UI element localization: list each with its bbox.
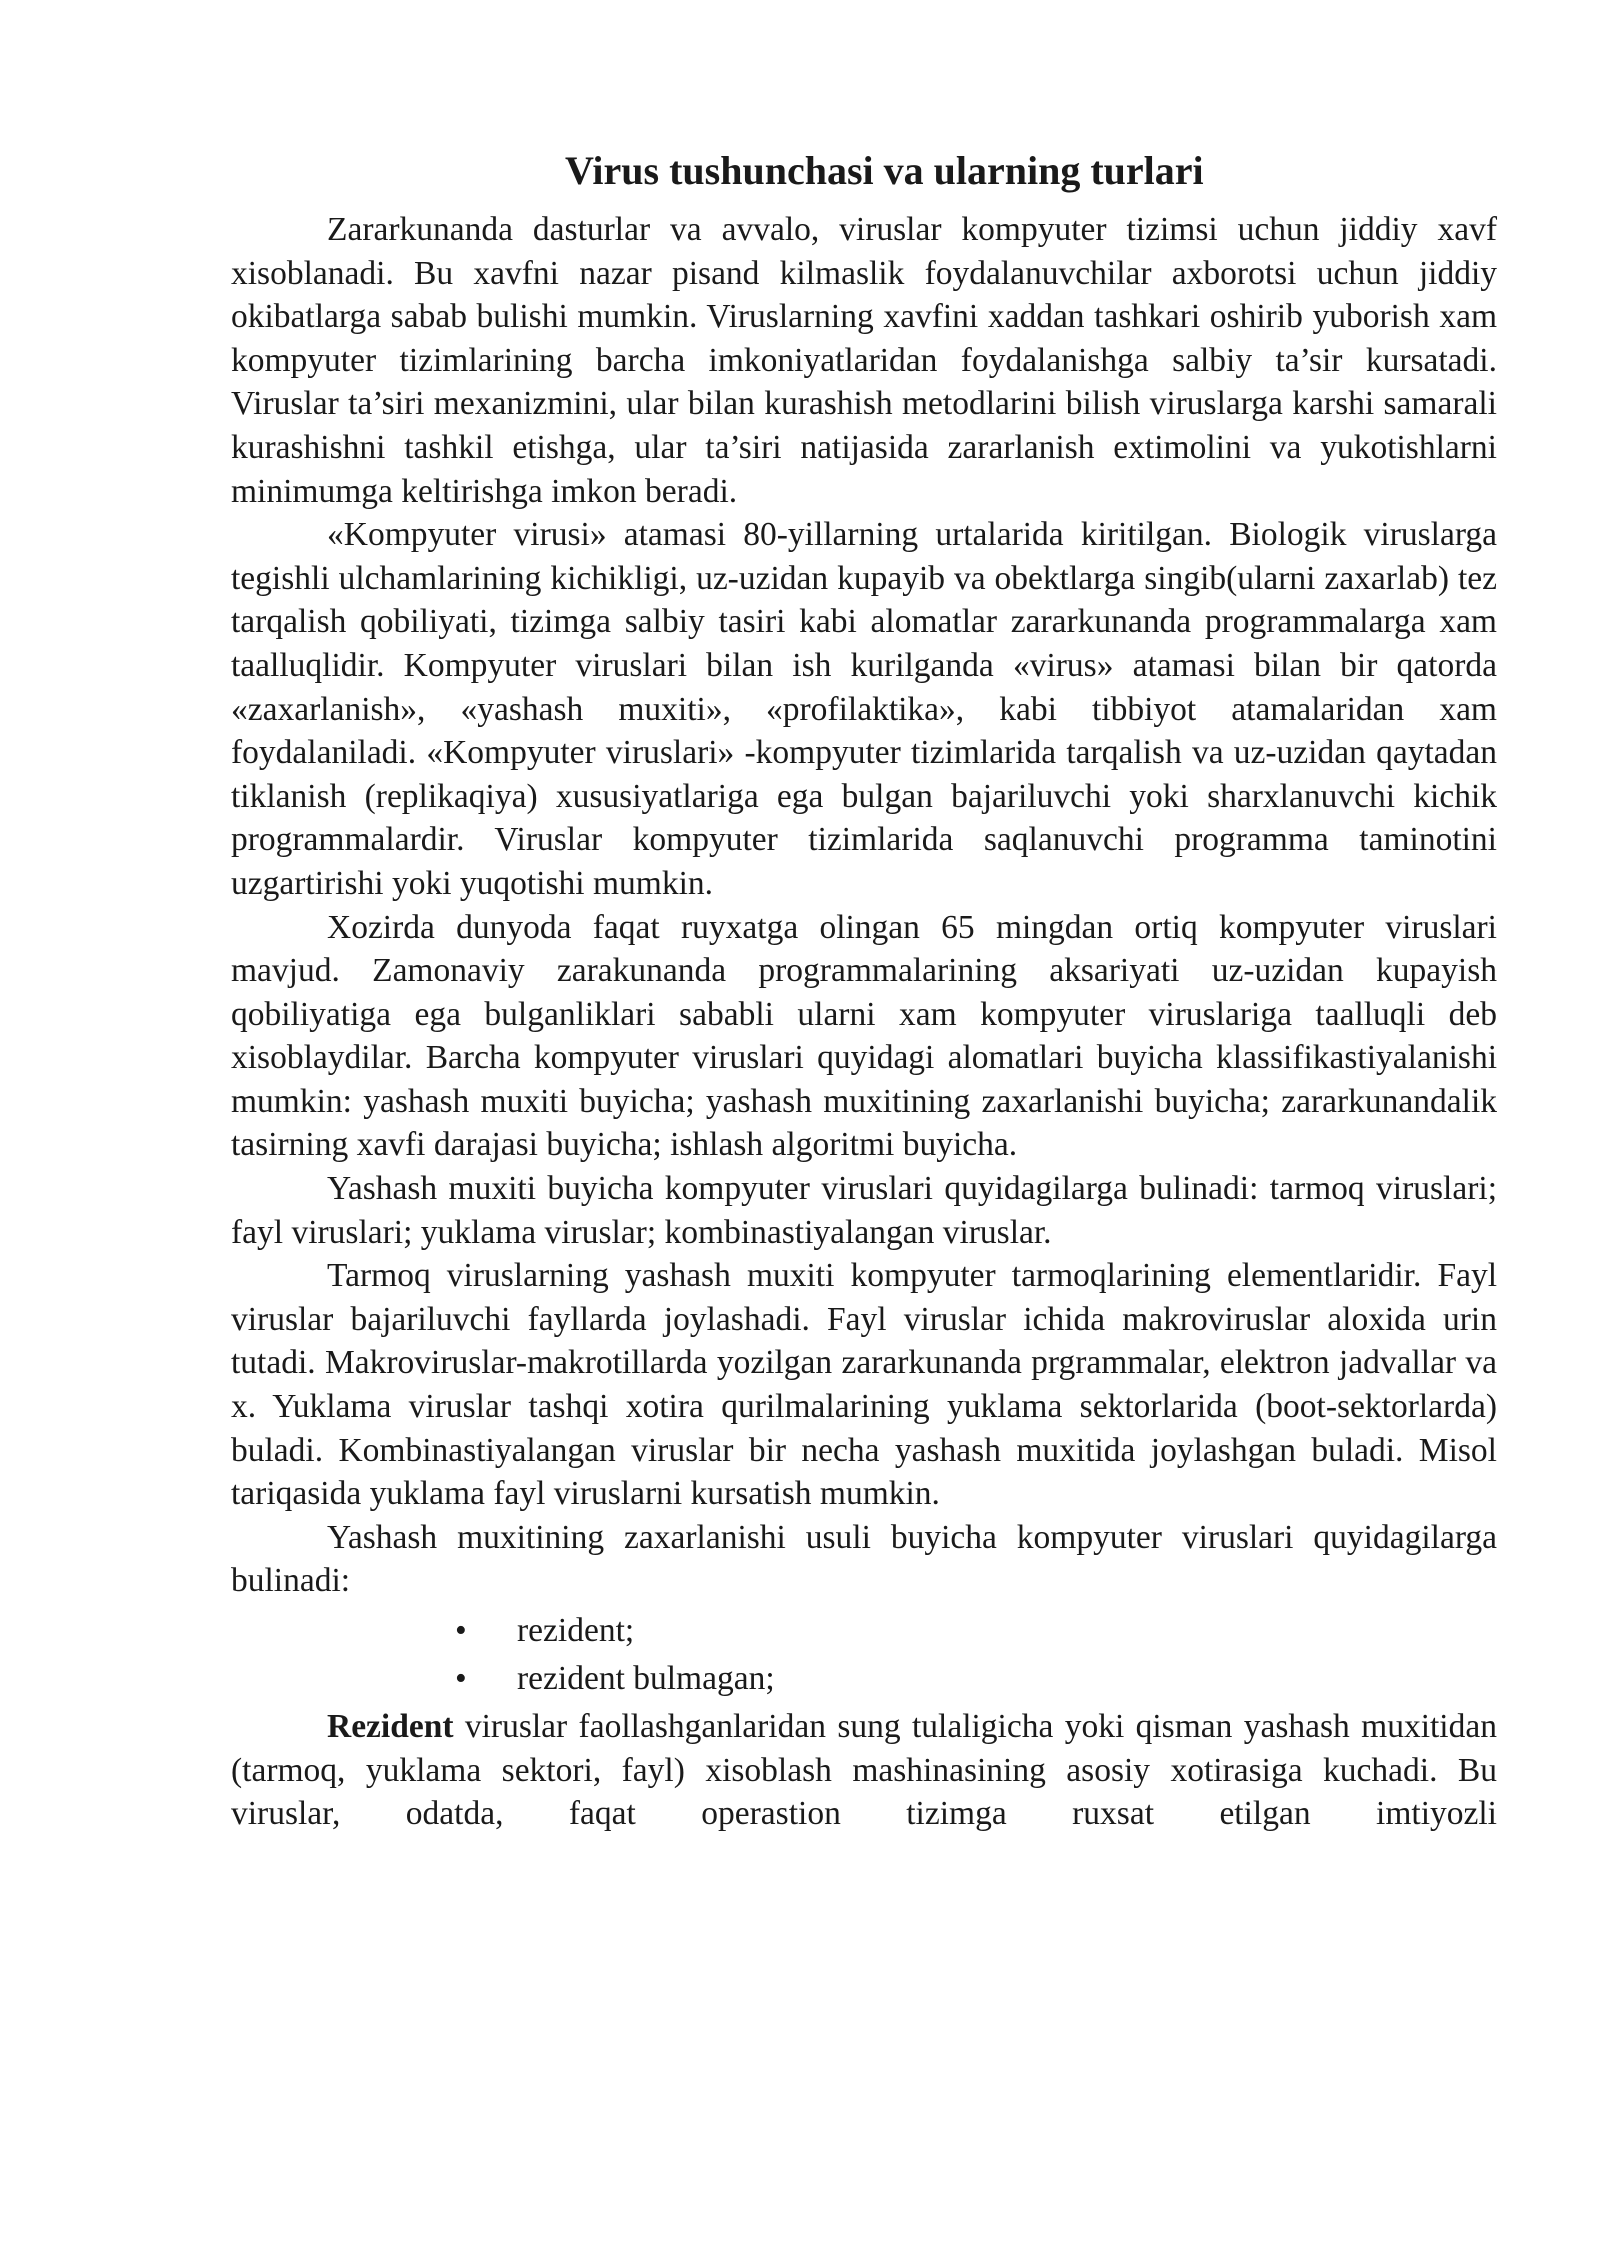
paragraph-1: Zararkunanda dasturlar va avvalo, viruslar kompyuter tizimsi uchun jiddiy xavf xisoblanadi. Bu xavfni nazar pisand kilmaslik foydalanuvchilar axborotsi uchun jiddiy okibatlarga sabab bulishi mumkin. Viruslarning xavfini xaddan tashkari oshirib yuborish xam kompyuter tizimlarining barcha imkoniyatlaridan foydalanishga salbiy ta’sir kursatadi. Viruslar ta’siri mexanizmini, ular bilan kurashish metodlarini bilish viruslarga karshi samarali kurashishni tashkil etishga, ular ta’siri natijasida zararlanish extimolini va yukotishlarni minimumga keltirishga imkon beradi. bbox=[231, 211, 1497, 510]
list-item-text: rezident bulmagan; bbox=[517, 1660, 775, 1697]
paragraph-5: Tarmoq viruslarning yashash muxiti kompyuter tarmoqlarining elementlaridir. Fayl viruslar bajariluvchi fayllarda joylashadi. Fayl viruslar ichida makroviruslar aloxida urin tutadi. Makroviruslar-makrotillarda yozilgan zararkunanda prgrammalar, elektron jadvallar va x. Yuklama viruslar tashqi xotira qurilmalarining yuklama sektorlarida (boot-sektorlarda) buladi. Kombinastiyalangan viruslar bir necha yashash muxitida joylashgan buladi. Misol tariqasida yuklama fayl viruslarni kursatish mumkin. bbox=[231, 1257, 1497, 1513]
document-title: Virus tushunchasi va ularning turlari bbox=[565, 148, 1204, 193]
paragraph-3: Xozirda dunyoda faqat ruyxatga olingan 65 mingdan ortiq kompyuter viruslari mavjud. Zamonaviy zarakunanda programmalarining aksariyati uz-uzidan kupayish qobiliyatiga ega bulganliklari sababli ularni xam kompyuter viruslariga taalluqli deb xisoblaydilar. Barcha kompyuter viruslari quyidagi alomatlari buyicha klassifikastiyalanishi mumkin: yashash muxiti buyicha; yashash muxitining zaxarlanishi buyicha; zararkunandalik tasirning xavfi darajasi buyicha; ishlash algoritmi buyicha. bbox=[231, 908, 1497, 1164]
paragraph-7 bbox=[231, 1705, 1497, 1836]
bullet-icon: • bbox=[455, 1660, 467, 1697]
document-page bbox=[231, 146, 1497, 1836]
paragraph-2: «Kompyuter virusi» atamasi 80-yillarning urtalarida kiritilgan. Biologik viruslarga tegishli ulchamlarining kichikligi, uz-uzidan kupayib va obektlarga singib(ularni zaxarlab) tez tarqalish qobiliyati, tizimga salbiy tasiri kabi alomatlar zararkunanda programmalarga xam taalluqlidir. Kompyuter viruslari bilan ish kurilganda «virus» atamasi bilan bir qatorda «zaxarlanish», «yashash muxiti», «profilaktika», kabi tibbiyot atamalaridan xam foydalaniladi. «Kompyuter viruslari» -kompyuter tizimlarida tarqalish va uz-uzidan qaytadan tiklanish (replikaqiya) xususiyatlariga ega bulgan bajariluvchi yoki sharxlanuvchi kichik programmalardir. Viruslar kompyuter tizimlarida saqlanuvchi programma taminotini uzgartirishi yoki yuqotishi mumkin. bbox=[231, 516, 1497, 902]
bullet-icon: • bbox=[455, 1612, 467, 1649]
paragraph-7-text: viruslar faollashganlaridan sung tulaligicha yoki qisman yashash muxitidan (tarmoq, yuklama sektori, fayl) xisoblash mashinasining asosiy xotirasiga kuchadi. Bu viruslar, odatda, faqat operastion tizimga ruxsat etilgan imtiyozli bbox=[231, 1708, 1497, 1833]
list-item-text: rezident; bbox=[517, 1612, 635, 1649]
paragraph-6: Yashash muxitining zaxarlanishi usuli buyicha kompyuter viruslari quyidagilarga bulinadi: bbox=[231, 1518, 1497, 1600]
paragraph-4: Yashash muxiti buyicha kompyuter viruslari quyidagilarga bulinadi: tarmoq viruslari; fayl viruslari; yuklama viruslar; kombinastiyalangan viruslar. bbox=[231, 1170, 1497, 1251]
list-item bbox=[231, 1607, 1497, 1655]
bullet-list bbox=[231, 1607, 1497, 1703]
bold-term: Rezident bbox=[327, 1708, 454, 1745]
list-item bbox=[231, 1655, 1497, 1703]
